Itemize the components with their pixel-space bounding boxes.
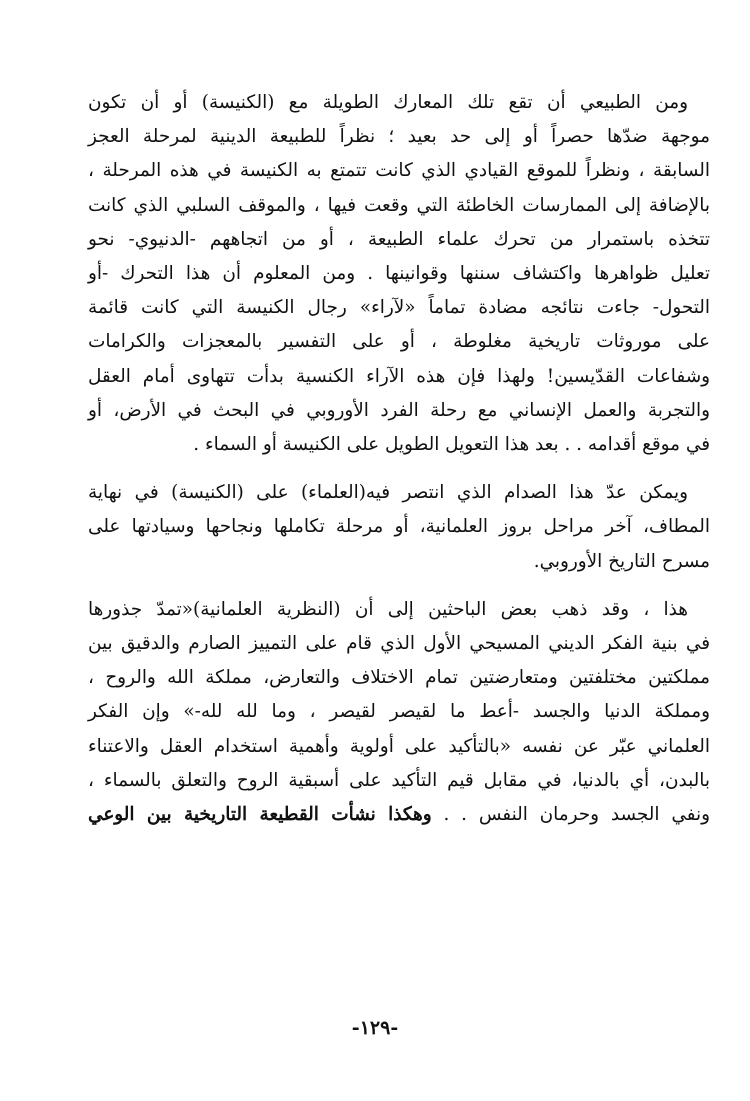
text-line: ومملكة الدنيا والجسد -أعط ما لقيصر لقيصر ، وما لله لله-» وإن الفكر: [88, 701, 710, 723]
text-line: والتجربة والعمل الإنساني مع رحلة الفرد الأوروبي في البحث في الأرض، أو: [88, 399, 710, 421]
text-line: السابقة ، ونظراً للموقع القيادي الذي كانت تتمتع به الكنيسة في هذه المرحلة ،: [88, 160, 710, 182]
text-line: تتخذه باستمرار من تحرك علماء الطبيعة ، أو من اتجاههم -الدنيوي- نحو: [88, 228, 710, 250]
text-line: موجهة ضدّها حصراً أو إلى حد بعيد ؛ نظراً للطبيعة الدينية لمرحلة العجز: [88, 126, 710, 148]
text-line: بالبدن، أي بالدنيا، في مقابل قيم التأكيد على أسبقية الروح والتعلق بالسماء ،: [88, 769, 710, 791]
text-line: تعليل ظواهرها واكتشاف سننها وقوانينها . ومن المعلوم أن هذا التحرك -أو: [88, 263, 710, 285]
text-line: المطاف، آخر مراحل بروز العلمانية، أو مرحلة تكاملها ونجاحها وسيادتها على: [88, 516, 710, 538]
paragraph-3: [88, 593, 710, 832]
bold-text-segment: وهكذا نشأت القطيعة التاريخية بين الوعي: [88, 804, 432, 826]
text-line: بالإضافة إلى الممارسات الخاطئة التي وقعت فيها ، والموقف السلبي الذي كانت: [88, 194, 710, 216]
text-line: في بنية الفكر الديني المسيحي الأول الذي قام على التمييز الصارم والدقيق بين: [88, 633, 710, 655]
text-line: هذا ، وقد ذهب بعض الباحثين إلى أن (النظرية العلمانية)«تمدّ جذورها: [88, 598, 688, 620]
text-line: مسرح التاريخ الأوروبي.: [533, 550, 710, 572]
text-line: على موروثات تاريخية مغلوطة ، أو على التفسير بالمعجزات والكرامات: [88, 331, 710, 353]
text-line: ويمكن عدّ هذا الصدام الذي انتصر فيه(العلماء) على (الكنيسة) في نهاية: [88, 482, 688, 504]
text-line: ومن الطبيعي أن تقع تلك المعارك الطويلة مع (الكنيسة) أو أن تكون: [88, 92, 688, 113]
text-line: العلماني عبّر عن نفسه «بالتأكيد على أولوية وأهمية استخدام العقل والاعتناء: [88, 735, 710, 757]
text-segment: ونفي الجسد وحرمان النفس . .: [443, 804, 710, 826]
page-number: -١٢٩-: [351, 1017, 399, 1039]
text-line: مملكتين مختلفتين ومتعارضتين تمام الاختلاف والتعارض، مملكة الله والروح ،: [88, 667, 710, 689]
text-line: في موقع أقدامه . . بعد هذا التعويل الطويل على الكنيسة أو السماء .: [193, 434, 710, 456]
text-line-final: [88, 798, 710, 832]
text-line: التحول- جاءت نتائجه مضادة تماماً «لآراء» رجال الكنيسة التي كانت قائمة: [88, 297, 710, 319]
text-line: وشفاعات القدّيسين! ولهذا فإن هذه الآراء الكنسية بدأت تتهاوى أمام العقل: [88, 365, 710, 387]
paragraph-1: [88, 86, 710, 462]
page-body: [88, 86, 710, 832]
paragraph-2: [88, 476, 710, 579]
